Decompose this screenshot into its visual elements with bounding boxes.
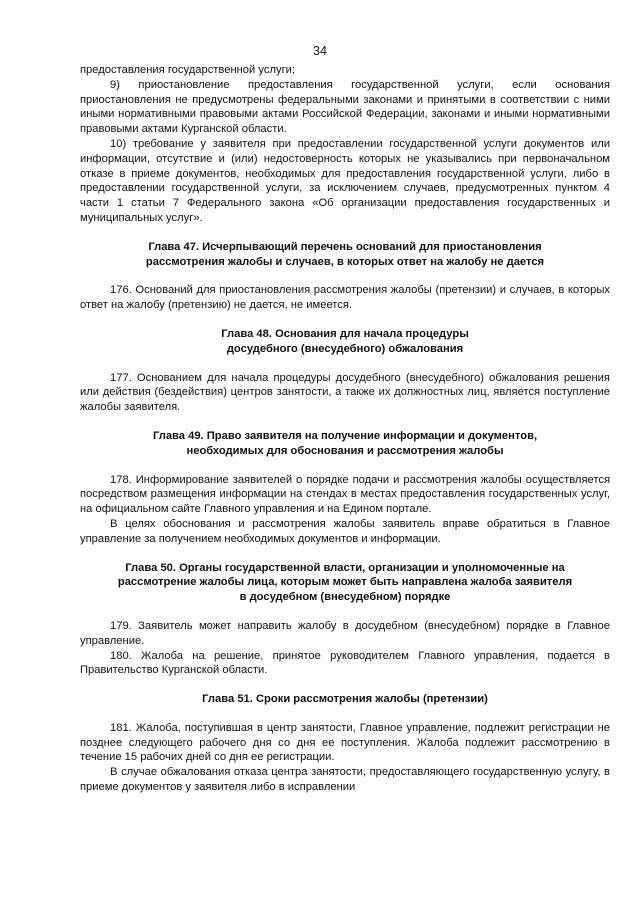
chapter-heading-line: рассмотрение жалобы лица, которым может быть направлена жалоба заявителя — [117, 576, 573, 589]
chapter-heading-line: Глава 51. Сроки рассмотрения жалобы (претензии) — [202, 693, 488, 706]
paragraph: 177. Основанием для начала процедуры досудебного (внесудебного) обжалования решения или действия (бездействия) центров занятости, а также их должностных лиц, является поступление жалобы заявителя. — [80, 371, 610, 414]
chapter-heading-line: рассмотрения жалобы и случаев, в которых ответ на жалобу не дается — [145, 255, 545, 268]
section-spacer — [80, 707, 610, 721]
document-body — [80, 63, 610, 795]
section-spacer — [80, 357, 610, 371]
paragraph: 9) приостановление предоставления государственной услуги, если основания приостановления не предусмотрены федеральными законами и принятыми в соответствии с ними иными нормативными правовыми актами Российской Федерации, законами и иными нормативными правовыми актами Курганской области. — [80, 78, 610, 136]
chapter-heading-line: Глава 48. Основания для начала процедуры — [221, 327, 469, 340]
paragraph: 10) требование у заявителя при предоставлении государственной услуги документов или информации, отсутствие и (или) недостоверность которых не указывались при первоначальном отказе в приеме документов, необходимых для предоставления государственной услуги, либо в предоставлении государственной услуги, за исключением случаев, предусмотренных пунктом 4 части 1 статьи 7 Федерального закона «Об организации предоставления государственных и муниципальных услуг». — [80, 137, 610, 224]
section-spacer — [80, 678, 610, 692]
chapter-heading — [80, 561, 610, 605]
paragraph: 179. Заявитель может направить жалобу в досудебном (внесудебном) порядке в Главное управление. — [80, 619, 610, 647]
paragraph: В случае обжалования отказа центра занятости, предоставляющего государственную услугу, в приеме документов у заявителя либо в исправлении — [80, 766, 610, 794]
paragraph: 176. Оснований для приостановления рассмотрения жалобы (претензии) и случаев, в которых ответ на жалобу (претензию) не дается, не имеется. — [80, 284, 610, 312]
chapter-heading — [80, 327, 610, 357]
chapter-heading-line: Глава 50. Органы государственной власти, организации и уполномоченные на — [125, 561, 565, 574]
page-number: 34 — [313, 44, 327, 58]
chapter-heading-line: Глава 49. Право заявителя на получение информации и документов, — [152, 429, 538, 442]
chapter-heading — [80, 692, 610, 707]
chapter-heading-line: в досудебном (внесудебном) порядке — [239, 591, 451, 604]
section-spacer — [80, 226, 610, 240]
section-spacer — [80, 459, 610, 473]
paragraph: 181. Жалоба, поступившая в центр занятости, Главное управление, подлежит регистрации не позднее следующего рабочего дня со дня ее поступления. Жалоба подлежит рассмотрению в течение 15 рабочих дней со дня ее регистрации. — [80, 721, 610, 764]
section-spacer — [80, 313, 610, 327]
paragraph: В целях обоснования и рассмотрения жалобы заявитель вправе обратиться в Главное управление за получением необходимых документов и информации. — [80, 517, 610, 545]
chapter-heading-line: досудебного (внесудебного) обжалования — [226, 342, 464, 355]
paragraph: предоставления государственной услуги; — [80, 64, 296, 76]
chapter-heading-line: Глава 47. Исчерпывающий перечень оснований для приостановления — [148, 240, 542, 253]
paragraph: 180. Жалоба на решение, принятое руководителем Главного управления, подается в Правительство Курганской области. — [80, 649, 610, 677]
section-spacer — [80, 269, 610, 283]
section-spacer — [80, 547, 610, 561]
paragraph: 178. Информирование заявителей о порядке подачи и рассмотрения жалобы осуществляется посредством размещения информации на стендах в местах предоставления государственных услуг, на официальном сайте Главного управления и на Едином портале. — [80, 473, 610, 516]
section-spacer — [80, 415, 610, 429]
chapter-heading-line: необходимых для обоснования и рассмотрения жалобы — [186, 444, 504, 457]
section-spacer — [80, 605, 610, 619]
chapter-heading — [80, 240, 610, 270]
chapter-heading — [80, 429, 610, 459]
